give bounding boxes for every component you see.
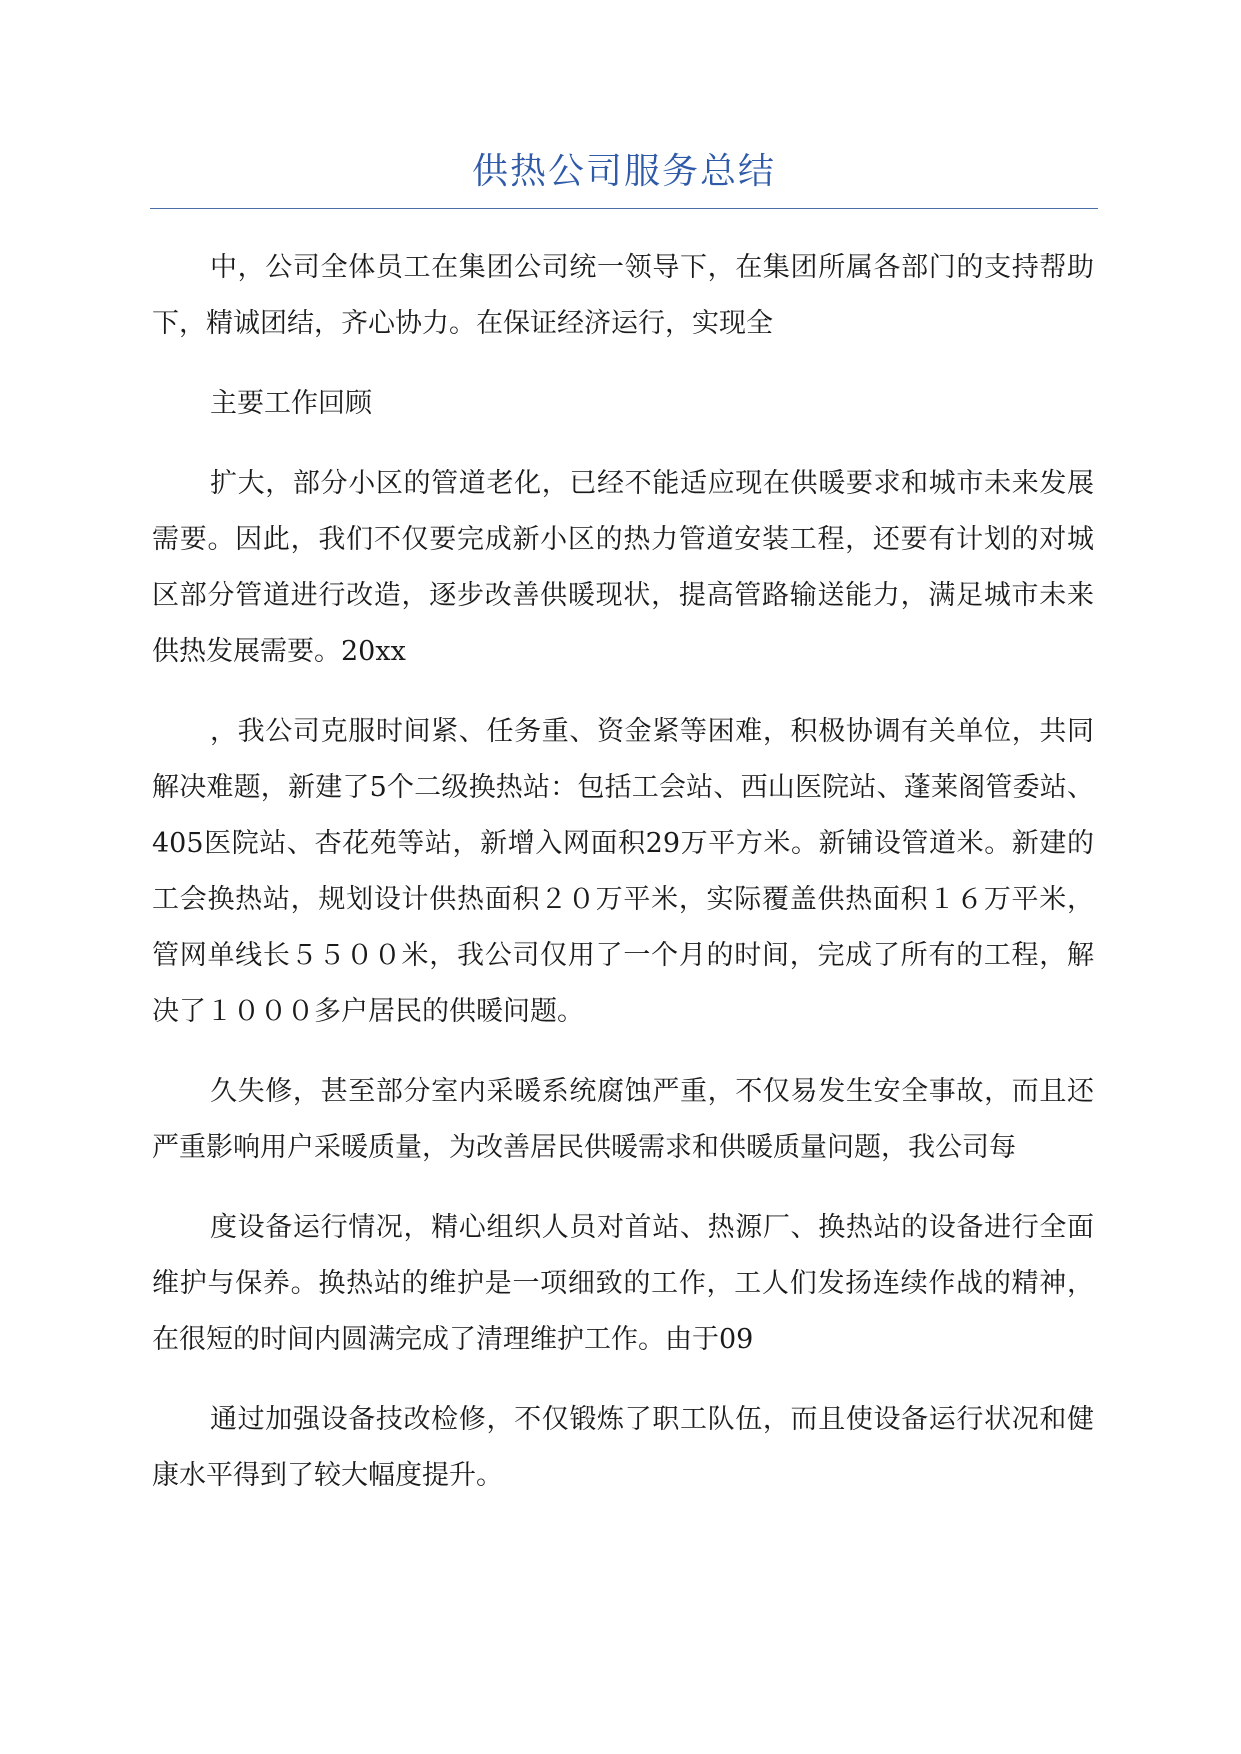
paragraph-equipment-upgrade: 通过加强设备技改检修，不仅锻炼了职工队伍，而且使设备运行状况和健康水平得到了较大幅度提升。 — [152, 1404, 1094, 1491]
paragraph-indoor-heating: 久失修，甚至部分室内采暖系统腐蚀严重，不仅易发生安全事故，而且还严重影响用户采暖质量，为改善居民供暖需求和供暖质量问题，我公司每 — [152, 1076, 1094, 1163]
paragraph-equipment-maintenance: 度设备运行情况，精心组织人员对首站、热源厂、换热站的设备进行全面维护与保养。换热站的维护是一项细致的工作，工人们发扬连续作战的精神，在很短的时间内圆满完成了清理维护工作。由于09 — [152, 1212, 1094, 1355]
section-heading-work-review: 主要工作回顾 — [210, 388, 372, 419]
document-title: 供热公司服务总结 — [471, 151, 776, 192]
paragraph-pipeline-expansion: 扩大，部分小区的管道老化，已经不能适应现在供暖要求和城市未来发展需要。因此，我们不仅要完成新小区的热力管道安装工程，还要有计划的对城区部分管道进行改造，逐步改善供暖现状，提高管路输送能力，满足城市未来供热发展需要。20xx — [152, 468, 1094, 667]
title-underline — [150, 208, 1098, 209]
paragraph-intro: 中，公司全体员工在集团公司统一领导下，在集团所属各部门的支持帮助下，精诚团结，齐心协力。在保证经济运行，实现全 — [152, 252, 1094, 339]
document-body — [152, 240, 1094, 1528]
paragraph-new-stations: ，我公司克服时间紧、任务重、资金紧等困难，积极协调有关单位，共同解决难题，新建了5个二级换热站：包括工会站、西山医院站、蓬莱阁管委站、405医院站、杏花苑等站，新增入网面积29万平方米。新铺设管道米。新建的工会换热站，规划设计供热面积２０万平米，实际覆盖供热面积１６万平米，管网单线长５５００米，我公司仅用了一个月的时间，完成了所有的工程，解决了１０００多户居民的供暖问题。 — [152, 716, 1094, 1027]
